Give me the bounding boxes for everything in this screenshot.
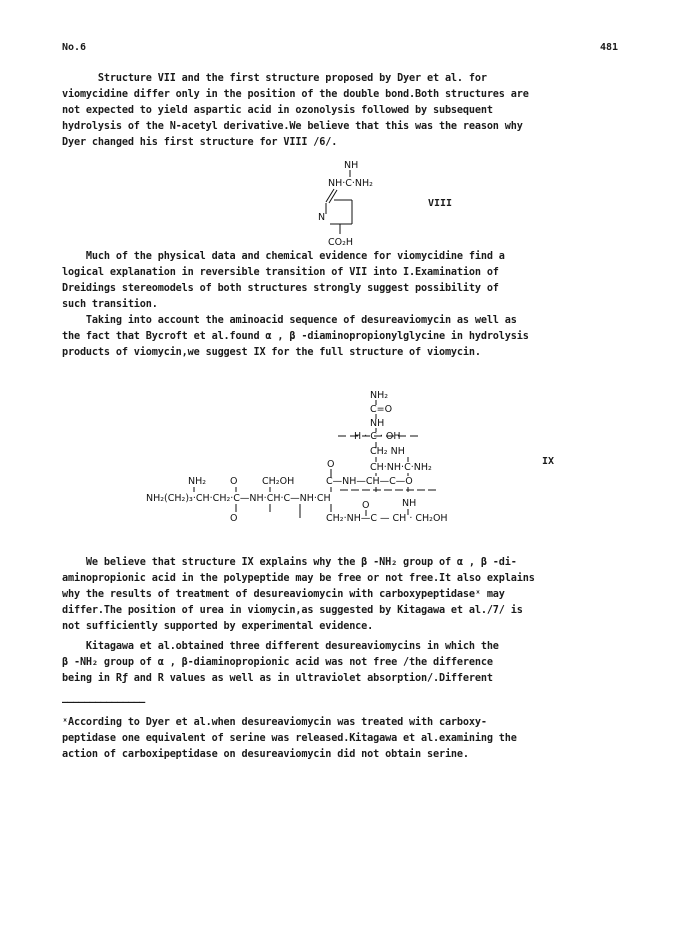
p2-line-4: such transition. (62, 299, 158, 310)
p3-line-6: Kitagawa et al.obtained three different desureaviomycins in which the (62, 641, 499, 652)
p3-line-7: β -NH₂ group of α , β-diaminopropionic acid was not free /the difference (62, 657, 493, 668)
viii-carboxyl: CO₂H (328, 237, 354, 248)
footnote-separator: ——————————————— (62, 697, 145, 708)
structure-ix (140, 388, 470, 538)
ix-ch2-nh: CH₂ NH (370, 446, 405, 457)
ix-ch-nh-c-nh2: CH·NH·C·NH₂ (370, 462, 432, 473)
ix-nh2-left: NH₂ (188, 476, 207, 487)
p2-line-3: Dreidings stereomodels of both structures strongly suggest possibility of (62, 283, 499, 294)
viii-ring-n: N (318, 212, 326, 223)
structure-viii (300, 158, 400, 250)
p3-line-3: why the results of treatment of desureaviomycin with carboxypeptidaseˣ may (62, 589, 505, 600)
p1-line-4: hydrolysis of the N-acetyl derivative.We believe that this was the reason why (62, 121, 523, 132)
ix-ch2oh: CH₂OH (262, 476, 295, 487)
page-number: 481 (599, 42, 618, 53)
ix-nh-ring: NH (402, 498, 417, 509)
p1-line-5: Dyer changed his first structure for VIII /6/. (62, 137, 338, 148)
ix-h-c-oh: H · C · OH (354, 431, 401, 442)
ix-o-bottom: O (230, 513, 238, 524)
footnote-line-3: action of carboxipeptidase on desureaviomycin did not obtain serine. (62, 749, 469, 760)
footnote-line-2: peptidase one equivalent of serine was released.Kitagawa et al.examining the (62, 733, 517, 744)
p3-line-5: not sufficiently supported by experimental evidence. (62, 621, 374, 632)
p3-line-4: differ.The position of urea in viomycin,as suggested by Kitagawa et al./7/ is (62, 605, 523, 616)
p3-line-8: being in Rƒ and R values as well as in ultraviolet absorption/.Different (62, 673, 493, 684)
p3-line-1: We believe that structure IX explains why the β -NH₂ group of α , β -di- (62, 557, 517, 568)
footnote-line-1: ˣAccording to Dyer et al.when desureaviomycin was treated with carboxy- (62, 717, 487, 728)
p1-line-3: not expected to yield aspartic acid in ozonolysis followed by subsequent (62, 105, 493, 116)
p2-line-7: products of viomycin,we suggest IX for the full structure of viomycin. (62, 347, 481, 358)
viii-nh-top: NH (344, 160, 359, 171)
structure-ix-label: IX (542, 456, 555, 467)
ix-main-chain: NH₂(CH₂)₃·CH·CH₂·C—NH·CH·C—NH·CH (146, 493, 331, 504)
ix-co: C=O (370, 404, 393, 415)
p1-line-2: viomycidine differ only in the position of the double bond.Both structures are (62, 89, 529, 100)
p3-line-2: aminopropionic acid in the polypeptide may be free or not free.It also explains (62, 573, 535, 584)
ix-c-nh-ch-c-o: C—NH—CH—C—O (326, 476, 413, 487)
ix-o-upper: O (327, 459, 335, 470)
structure-viii-label: VIII (428, 198, 453, 209)
ix-o-ring: O (362, 500, 370, 511)
journal-issue: No.6 (62, 42, 87, 53)
ix-nh: NH (370, 418, 385, 429)
ix-bottom-chain: CH₂·NH—C — CH · CH₂OH (326, 513, 448, 524)
ix-o-left: O (230, 476, 238, 487)
p1-line-1: Structure VII and the first structure proposed by Dyer et al. for (62, 73, 487, 84)
p2-line-2: logical explanation in reversible transition of VII into I.Examination of (62, 267, 499, 278)
p2-line-5: Taking into account the aminoacid sequence of desureaviomycin as well as (62, 315, 517, 326)
viii-guanidine: NH·C·NH₂ (328, 178, 373, 189)
ix-nh2-top: NH₂ (370, 390, 389, 401)
p2-line-1: Much of the physical data and chemical evidence for viomycidine find a (62, 251, 505, 262)
p2-line-6: the fact that Bycroft et al.found α , β -diaminopropionylglycine in hydrolysis (62, 331, 529, 342)
